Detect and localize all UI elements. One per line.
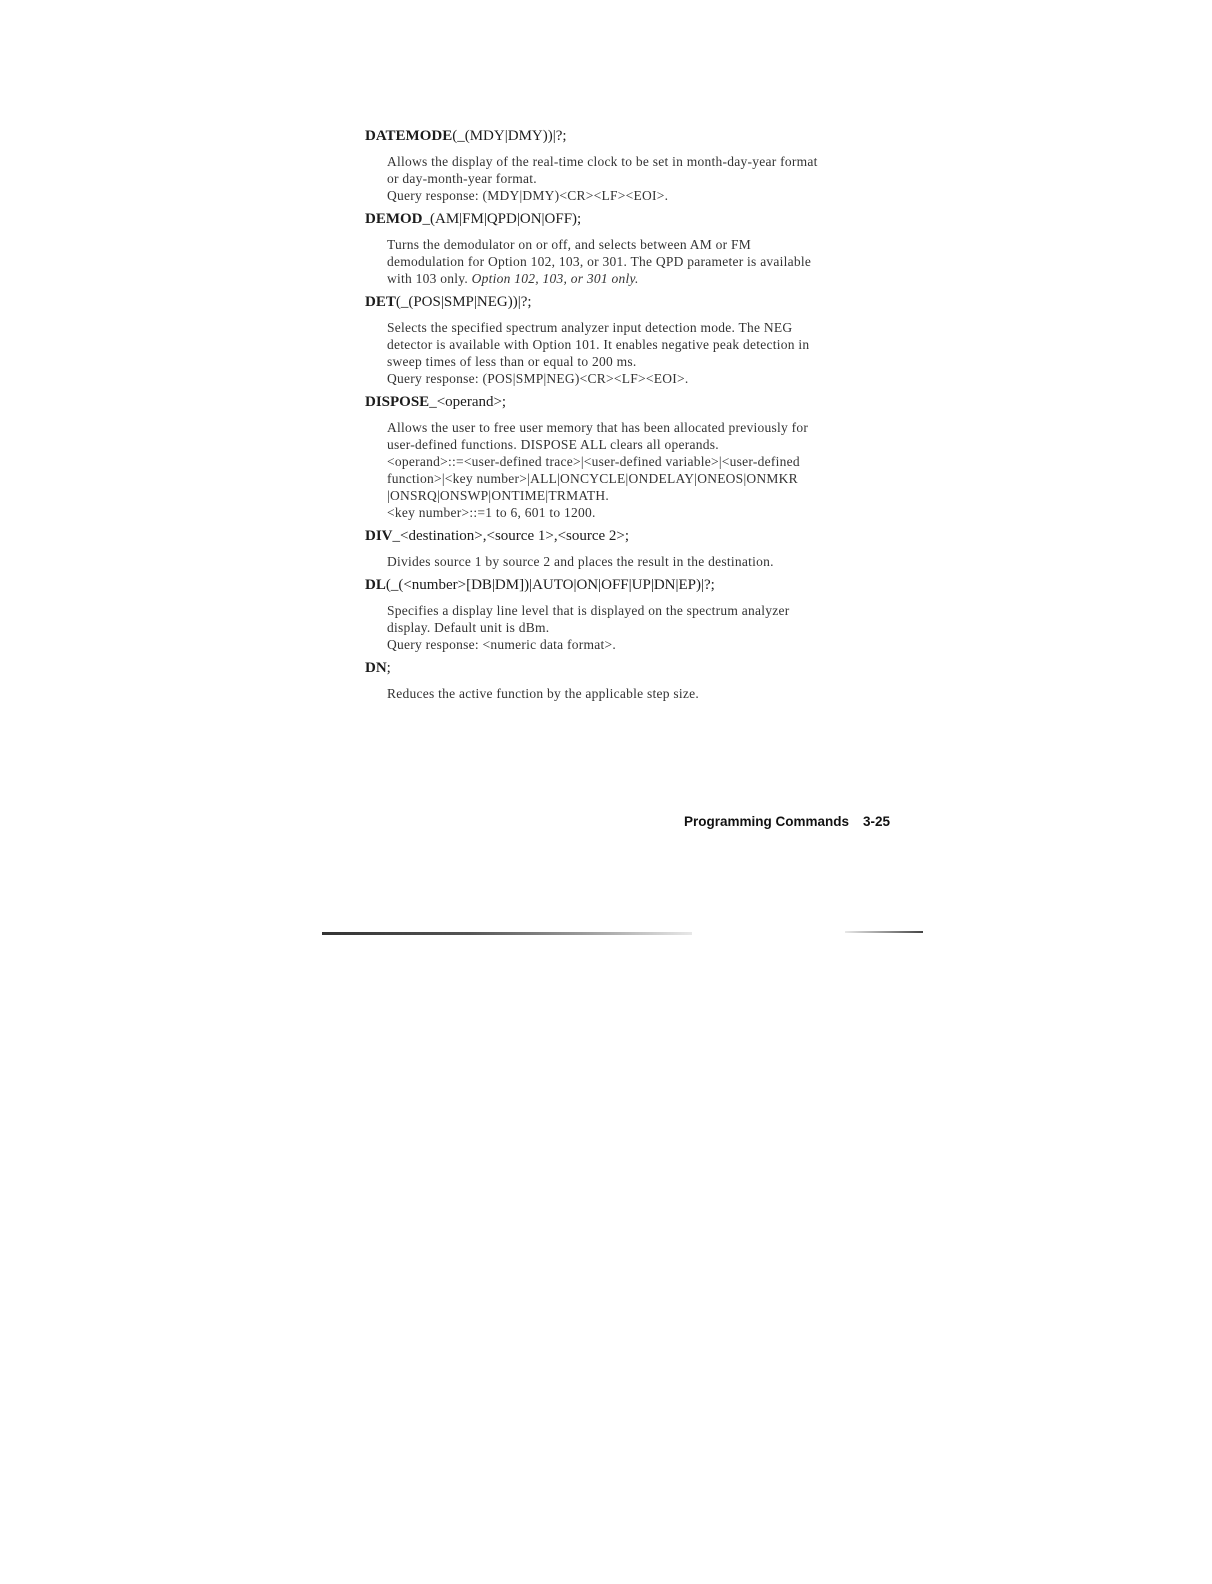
command-syntax bbox=[365, 527, 895, 546]
command-description bbox=[387, 236, 895, 287]
command-list bbox=[365, 127, 895, 702]
option-note: Option 102, 103, or 301 only. bbox=[471, 271, 639, 286]
command-description bbox=[387, 553, 895, 570]
command-description bbox=[387, 319, 895, 387]
command-parameters: ; bbox=[386, 660, 391, 676]
page-footer bbox=[684, 814, 890, 829]
command-syntax bbox=[365, 659, 895, 678]
command-parameters: _(AM|FM|QPD|ON|OFF); bbox=[422, 211, 582, 227]
description-line: <key number>::=1 to 6, 601 to 1200. bbox=[387, 505, 596, 520]
command-syntax bbox=[365, 293, 895, 312]
command-parameters: _<operand>; bbox=[429, 394, 507, 410]
command-keyword: DISPOSE bbox=[365, 394, 430, 410]
page-edge-rule-left bbox=[322, 932, 692, 935]
description-line: Reduces the active function by the applicable step size. bbox=[387, 686, 700, 701]
command-entry-demod bbox=[365, 210, 895, 287]
description-line: display. Default unit is dBm. bbox=[387, 620, 550, 635]
command-entry-datemode bbox=[365, 127, 895, 204]
description-line: |ONSRQ|ONSWP|ONTIME|TRMATH. bbox=[387, 488, 609, 503]
description-line: or day-month-year format. bbox=[387, 171, 537, 186]
command-description bbox=[387, 153, 895, 204]
description-line: Allows the user to free user memory that has been allocated previously for bbox=[387, 420, 809, 435]
command-syntax bbox=[365, 576, 895, 595]
description-line: function>|<key number>|ALL|ONCYCLE|ONDELAY|ONEOS|ONMKR bbox=[387, 471, 798, 486]
command-parameters: (_(POS|SMP|NEG))|?; bbox=[395, 294, 532, 310]
command-syntax bbox=[365, 210, 895, 229]
footer-section-title: Programming Commands bbox=[684, 814, 850, 829]
command-entry-dn bbox=[365, 659, 895, 702]
page-number: 3-25 bbox=[863, 814, 891, 829]
command-entry-dispose bbox=[365, 393, 895, 521]
description-line: <operand>::=<user-defined trace>|<user-defined variable>|<user-defined bbox=[387, 454, 800, 469]
description-line: user-defined functions. DISPOSE ALL clears all operands. bbox=[387, 437, 719, 452]
command-entry-det bbox=[365, 293, 895, 387]
command-keyword: DIV bbox=[365, 528, 393, 544]
description-line: Allows the display of the real-time clock to be set in month-day-year format bbox=[387, 154, 818, 169]
command-parameters: (_(<number>[DB|DM])|AUTO|ON|OFF|UP|DN|EP)|?; bbox=[385, 577, 715, 593]
command-keyword: DN bbox=[365, 660, 387, 676]
command-syntax bbox=[365, 393, 895, 412]
description-line: Selects the specified spectrum analyzer input detection mode. The NEG bbox=[387, 320, 793, 335]
command-keyword: DL bbox=[365, 577, 386, 593]
query-response: Query response: <numeric data format>. bbox=[387, 637, 617, 652]
command-description bbox=[387, 602, 895, 653]
command-parameters: (_(MDY|DMY))|?; bbox=[452, 128, 567, 144]
description-line: Divides source 1 by source 2 and places the result in the destination. bbox=[387, 554, 774, 569]
command-keyword: DATEMODE bbox=[365, 128, 453, 144]
query-response: Query response: (POS|SMP|NEG)<CR><LF><EOI>. bbox=[387, 371, 689, 386]
command-syntax bbox=[365, 127, 895, 146]
description-line: demodulation for Option 102, 103, or 301. The QPD parameter is available bbox=[387, 254, 812, 269]
command-entry-dl bbox=[365, 576, 895, 653]
description-line: Turns the demodulator on or off, and selects between AM or FM bbox=[387, 237, 751, 252]
command-entry-div bbox=[365, 527, 895, 570]
description-line: detector is available with Option 101. It enables negative peak detection in bbox=[387, 337, 810, 352]
command-description bbox=[387, 685, 895, 702]
description-line: Specifies a display line level that is displayed on the spectrum analyzer bbox=[387, 603, 790, 618]
page-edge-rule-right bbox=[845, 931, 923, 933]
description-text: with 103 only. bbox=[387, 271, 468, 286]
command-description bbox=[387, 419, 895, 521]
description-line bbox=[387, 270, 895, 287]
command-keyword: DET bbox=[365, 294, 396, 310]
description-line: sweep times of less than or equal to 200 ms. bbox=[387, 354, 637, 369]
command-parameters: _<destination>,<source 1>,<source 2>; bbox=[392, 528, 630, 544]
query-response: Query response: (MDY|DMY)<CR><LF><EOI>. bbox=[387, 188, 669, 203]
command-keyword: DEMOD bbox=[365, 211, 423, 227]
